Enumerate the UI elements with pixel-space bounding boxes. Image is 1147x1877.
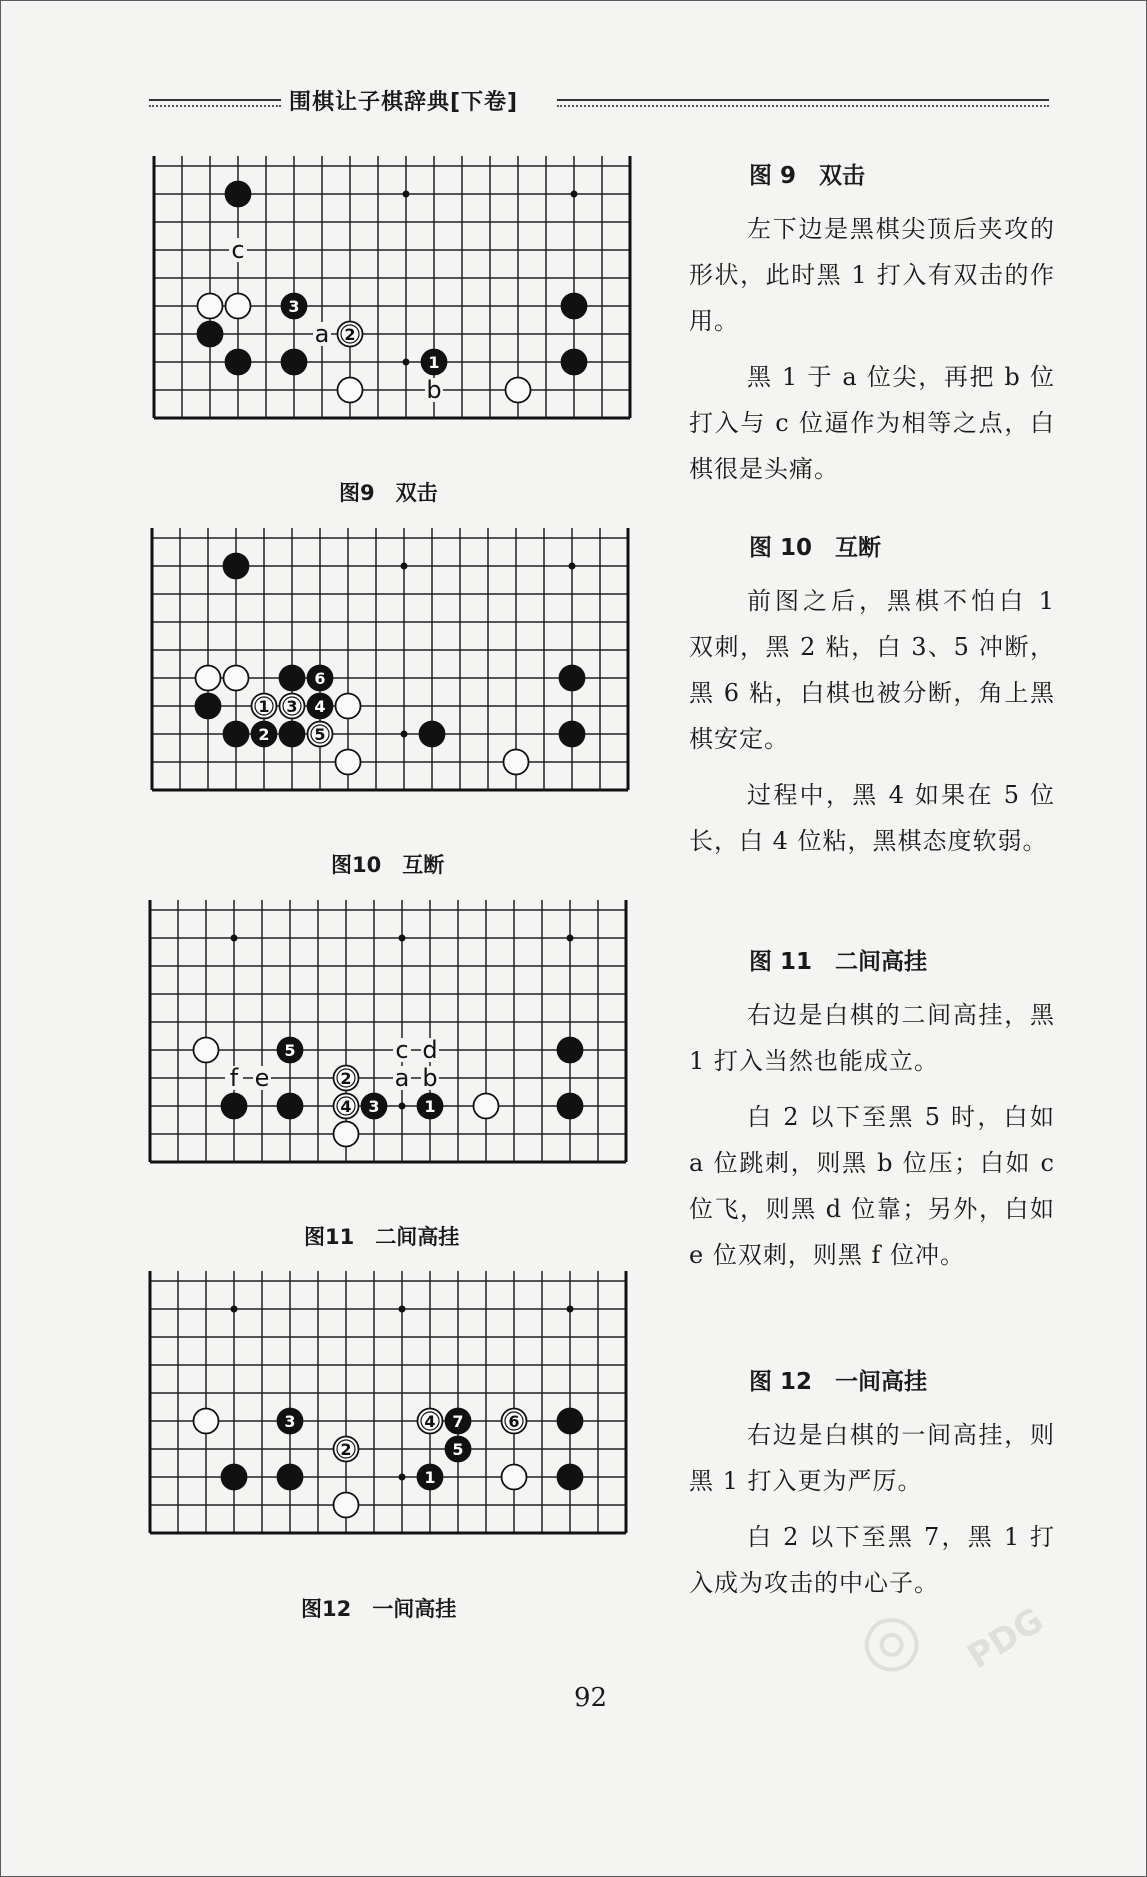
white-stone [334, 1122, 359, 1147]
white-stone [504, 750, 529, 775]
black-stone [558, 1409, 583, 1434]
fig9-heading: 图 9 双击 [749, 163, 866, 189]
move-number: 6 [314, 669, 326, 688]
board-letter-d: d [422, 1036, 438, 1064]
fig11-paragraph-1: 右边是白棋的二间高挂，黑 1 打入当然也能成立。 [689, 1001, 1055, 1075]
fig12-caption: 图12 一间高挂 [301, 1597, 457, 1621]
board-letter-a: a [394, 1064, 410, 1092]
white-stone [506, 378, 531, 403]
black-stone [562, 350, 587, 375]
move-number: 1 [428, 353, 440, 372]
fig9-caption: 图9 双击 [339, 481, 438, 505]
star-point [403, 191, 410, 198]
white-stone [502, 1465, 527, 1490]
running-head-ornament-right [557, 99, 1049, 107]
star-point [567, 1306, 574, 1313]
white-stone [334, 1493, 359, 1518]
star-point [399, 1474, 406, 1481]
white-stone [338, 378, 363, 403]
black-stone [558, 1038, 583, 1063]
star-point [401, 563, 408, 570]
fig11-caption: 图11 二间高挂 [304, 1225, 460, 1249]
white-stone [196, 666, 221, 691]
white-stone [474, 1094, 499, 1119]
black-stone [280, 722, 305, 747]
black-stone [196, 694, 221, 719]
black-stone [198, 322, 223, 347]
board-letter-c: c [395, 1036, 409, 1064]
black-stone [558, 1094, 583, 1119]
move-number: 2 [340, 1440, 352, 1459]
white-stone [194, 1038, 219, 1063]
page-number: 92 [574, 1683, 608, 1713]
board-letter-b: b [426, 376, 442, 404]
fig9-paragraph-2: 黑 1 于 a 位尖，再把 b 位打入与 c 位逼作为相等之点，白棋很是头痛。 [689, 363, 1055, 483]
black-stone [224, 554, 249, 579]
star-point [571, 191, 578, 198]
board-grid [150, 1271, 626, 1533]
white-stone [336, 750, 361, 775]
move-number: 1 [424, 1097, 436, 1116]
star-point [399, 1306, 406, 1313]
go-diagram-fig10 [142, 528, 652, 840]
go-diagram-fig12 [140, 1271, 650, 1583]
move-number: 5 [284, 1041, 296, 1060]
star-point [403, 359, 410, 366]
watermark-mark: ◎ [840, 1588, 937, 1691]
black-stone [224, 722, 249, 747]
fig11-paragraph-2: 白 2 以下至黑 5 时，白如 a 位跳刺，则黑 b 位压；白如 c 位飞，则黑 d 位靠；另外，白如 e 位双刺，则黑 f 位冲。 [689, 1103, 1055, 1269]
white-stone [224, 666, 249, 691]
running-head [149, 85, 1049, 119]
fig10-paragraph-1: 前图之后，黑棋不怕白 1 双刺，黑 2 粘，白 3、5 冲断，黑 6 粘，白棋也被分断，角上黑棋安定。 [689, 587, 1055, 753]
white-stone [194, 1409, 219, 1434]
move-number: 3 [368, 1097, 380, 1116]
black-stone [226, 182, 251, 207]
black-stone [278, 1465, 303, 1490]
fig12-heading: 图 12 一间高挂 [749, 1369, 928, 1395]
move-number: 5 [314, 725, 326, 744]
move-number: 4 [340, 1097, 352, 1116]
move-number: 6 [508, 1412, 520, 1431]
running-head-title: 围棋让子棋辞典[下卷] [289, 90, 519, 115]
move-number: 7 [452, 1412, 464, 1431]
star-point [401, 731, 408, 738]
move-number: 1 [258, 697, 270, 716]
move-number: 2 [344, 325, 356, 344]
board-letter-a: a [314, 320, 330, 348]
go-diagram-fig9 [144, 156, 654, 468]
move-number: 4 [424, 1412, 436, 1431]
move-number: 5 [452, 1440, 464, 1459]
fig12-paragraph-2: 白 2 以下至黑 7，黑 1 打入成为攻击的中心子。 [689, 1523, 1055, 1597]
black-stone [562, 294, 587, 319]
move-number: 3 [288, 297, 300, 316]
move-number: 3 [284, 1412, 296, 1431]
fig9-text [689, 157, 1055, 502]
black-stone [420, 722, 445, 747]
star-point [399, 1103, 406, 1110]
board-letter-f: f [229, 1064, 239, 1092]
black-stone [560, 722, 585, 747]
white-stone [226, 294, 251, 319]
fig9-paragraph-1: 左下边是黑棋尖顶后夹攻的形状，此时黑 1 打入有双击的作用。 [689, 215, 1055, 335]
black-stone [278, 1094, 303, 1119]
fig11-heading: 图 11 二间高挂 [749, 949, 928, 975]
black-stone [560, 666, 585, 691]
black-stone [226, 350, 251, 375]
fig11-text [689, 943, 1055, 1288]
fig12-paragraph-1: 右边是白棋的一间高挂，则黑 1 打入更为严厉。 [689, 1421, 1055, 1495]
move-number: 1 [424, 1468, 436, 1487]
star-point [569, 563, 576, 570]
board-grid [150, 900, 626, 1162]
white-stone [336, 694, 361, 719]
black-stone [282, 350, 307, 375]
go-diagram-fig11 [140, 900, 650, 1212]
fig10-caption: 图10 互断 [331, 853, 445, 877]
white-stone [198, 294, 223, 319]
black-stone [558, 1465, 583, 1490]
star-point [231, 935, 238, 942]
star-point [567, 935, 574, 942]
black-stone [222, 1094, 247, 1119]
move-number: 3 [286, 697, 298, 716]
move-number: 2 [340, 1069, 352, 1088]
move-number: 2 [258, 725, 270, 744]
black-stone [280, 666, 305, 691]
running-head-ornament-left [149, 99, 281, 107]
move-number: 4 [314, 697, 326, 716]
fig10-heading: 图 10 互断 [749, 535, 882, 561]
board-letter-b: b [422, 1064, 438, 1092]
star-point [399, 935, 406, 942]
fig10-paragraph-2: 过程中，黑 4 如果在 5 位长，白 4 位粘，黑棋态度软弱。 [689, 781, 1055, 855]
board-letter-c: c [231, 236, 245, 264]
fig10-text [689, 529, 1055, 874]
watermark-text: PDG [960, 1600, 1051, 1678]
board-letter-e: e [254, 1064, 270, 1092]
star-point [231, 1306, 238, 1313]
black-stone [222, 1465, 247, 1490]
